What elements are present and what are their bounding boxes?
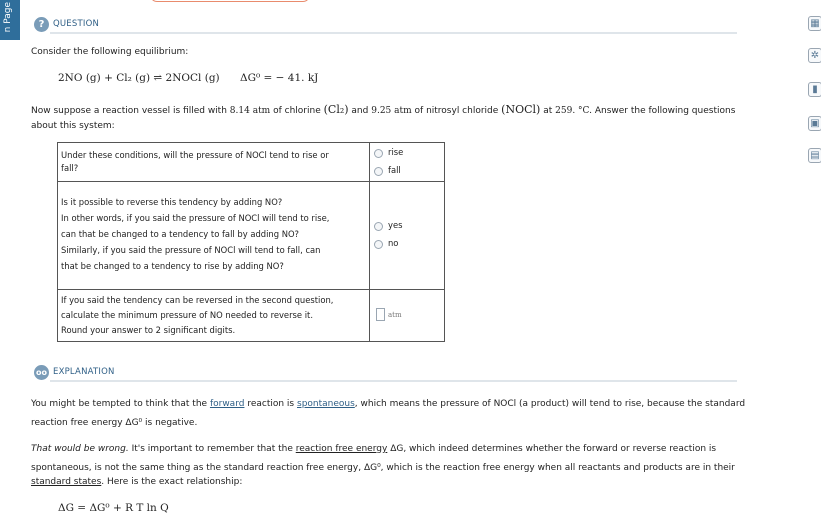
question-icon: ?	[34, 17, 49, 32]
q3-line: If you said the tendency can be reversed in the second question,	[61, 295, 334, 305]
chlorine-formula: (Cl₂)	[323, 103, 349, 116]
chlorine-amount: 8.14 atm	[229, 106, 271, 116]
q3-line: Round your answer to 2 significant digits.	[61, 325, 236, 335]
question-table	[57, 142, 445, 342]
explanation-title: EXPLANATION	[53, 367, 115, 377]
q2-line: Is it possible to reverse this tendency by adding NO?	[61, 197, 283, 207]
radio-yes[interactable]	[374, 222, 383, 231]
explanation-text: reaction is	[247, 399, 295, 409]
option-fall-label: fall	[388, 165, 401, 175]
table-row-divider	[58, 181, 444, 182]
reaction-equation: 2NO (g) + Cl₂ (g) ⇌ 2NOCl (g)	[58, 72, 220, 84]
pressure-unit: atm	[388, 311, 402, 319]
explanation-text: . Here is the exact relationship:	[101, 477, 243, 487]
table-row-divider	[58, 289, 444, 290]
spontaneous-link[interactable]: spontaneous	[297, 399, 355, 409]
explanation-text: You might be tempted to think that the	[31, 399, 208, 409]
question-title: QUESTION	[53, 19, 100, 29]
q1-text	[61, 149, 329, 175]
q2-line: that be changed to a tendency to rise by adding NO?	[61, 261, 284, 271]
explanation-divider	[50, 380, 737, 382]
setup-line-2: about this system:	[31, 121, 115, 131]
q2-text	[61, 194, 329, 274]
reaction-free-energy: ΔG⁰ = − 41. kJ	[240, 72, 319, 84]
atom-icon[interactable]: ✲	[808, 48, 821, 63]
option-yes-label: yes	[388, 220, 403, 230]
explanation-text: ΔG, which indeed determines whether the forward or reverse reaction is	[390, 444, 717, 454]
setup-text-f: Answer the following questions	[594, 106, 736, 116]
page-tab-label: n Page	[3, 2, 13, 33]
option-no-label: no	[388, 238, 399, 248]
table-icon[interactable]: ▦	[808, 16, 821, 31]
explanation-p2-line-1	[31, 444, 716, 454]
q2-line: In other words, if you said the pressure of NOCl will tend to rise,	[61, 213, 330, 223]
option-rise-label: rise	[388, 147, 404, 157]
page-tab[interactable]	[0, 0, 20, 40]
setup-text-a: Now suppose a reaction vessel is filled with	[31, 106, 227, 116]
q3-text	[61, 293, 333, 338]
chart-icon[interactable]: ▮	[808, 82, 821, 97]
setup-text-d: of nitrosyl chloride	[414, 106, 499, 116]
explanation-p1-line-1	[31, 399, 745, 409]
setup-text-e: at	[543, 106, 553, 116]
q2-line: Similarly, if you said the pressure of NOCl will tend to fall, can	[61, 245, 321, 255]
nocl-amount: 9.25 atm	[371, 106, 412, 116]
nocl-formula: (NOCl)	[501, 103, 541, 116]
top-input-stub	[150, 0, 310, 2]
radio-rise[interactable]	[374, 149, 383, 158]
explanation-icon: oo	[34, 365, 49, 380]
radio-fall[interactable]	[374, 167, 383, 176]
question-divider	[50, 32, 737, 34]
q2-line: can that be changed to a tendency to fall by adding NO?	[61, 229, 299, 239]
intro-text: Consider the following equilibrium:	[31, 47, 189, 57]
radio-no[interactable]	[374, 240, 383, 249]
q1-line: fall?	[61, 163, 79, 173]
standard-states-link[interactable]: standard states	[31, 477, 102, 487]
q1-line: Under these conditions, will the pressure of NOCl tend to rise or	[61, 150, 329, 160]
q3-line: calculate the minimum pressure of NO needed to reverse it.	[61, 310, 313, 320]
setup-line-1	[31, 103, 735, 116]
explanation-text: , which means the pressure of NOCl (a product) will tend to rise, because the standard	[354, 399, 746, 409]
free-energy-formula: ΔG = ΔG⁰ + R T ln Q	[58, 502, 169, 514]
explanation-p2-line-2: spontaneous, is not the same thing as the standard reaction free energy, ΔG⁰, which is the reaction free energy when all reactants and products are in their	[31, 463, 735, 473]
image-icon[interactable]: ▣	[808, 116, 821, 131]
forward-link[interactable]: forward	[209, 399, 245, 409]
explanation-p1-line-2: reaction free energy ΔG⁰ is negative.	[31, 418, 198, 428]
temperature: 259. °C.	[555, 106, 592, 116]
setup-text-c: and	[351, 106, 369, 116]
reaction-free-energy-link[interactable]: reaction free energy	[295, 444, 388, 454]
explanation-p2-line-3	[31, 477, 242, 487]
book-icon[interactable]: ▤	[808, 148, 821, 163]
table-column-divider	[369, 143, 370, 341]
emphasis-text: That would be wrong.	[31, 444, 129, 454]
explanation-text: It's important to remember that the	[131, 444, 293, 454]
setup-text-b: of chlorine	[273, 106, 321, 116]
min-pressure-input[interactable]	[376, 308, 385, 321]
